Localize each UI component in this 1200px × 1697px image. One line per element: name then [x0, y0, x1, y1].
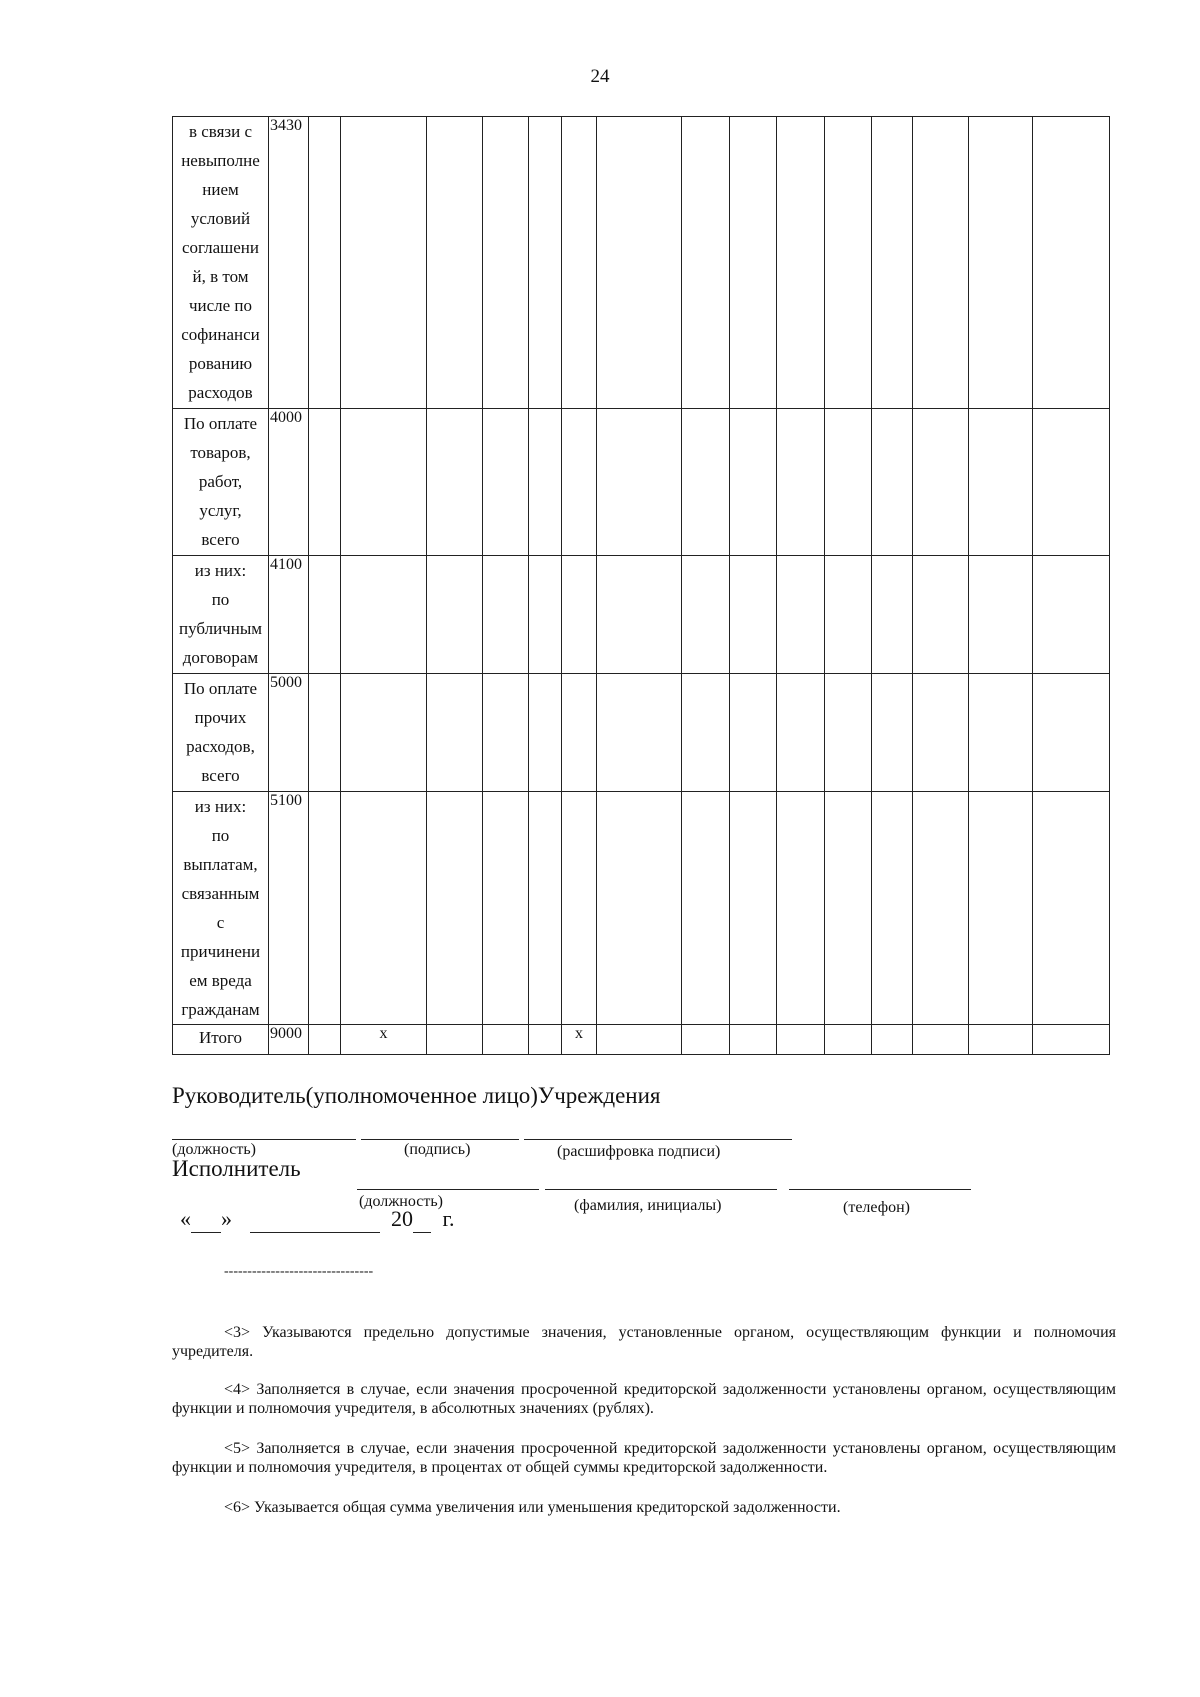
executor-name-line [545, 1189, 777, 1190]
table-row [173, 674, 1110, 792]
row-code: 4000 [269, 409, 309, 556]
row-label-line: из них: [194, 561, 247, 580]
position-line [172, 1139, 356, 1140]
row-code: 5100 [269, 792, 309, 1025]
table-cell [730, 792, 777, 1025]
table-cell [341, 556, 427, 674]
row-label-line: числе по [188, 296, 253, 315]
table-cell [913, 792, 969, 1025]
table-cell [529, 674, 562, 792]
footnote-4 [172, 1380, 1116, 1418]
executor-position-caption: (должность) [359, 1193, 443, 1210]
date-year-suffix: г. [442, 1206, 455, 1231]
table-row [173, 117, 1110, 409]
row-label-line: по [211, 590, 230, 609]
date-year-prefix: 20 [391, 1206, 413, 1231]
executor-phone-caption: (телефон) [843, 1199, 910, 1216]
footnote-4-text: <4> Заполняется в случае, если значения просроченной кредиторской задолженности установлены органом, осуществляющим функции и полномочия учредителя, в абсолютных значениях (рублях). [172, 1381, 1116, 1417]
table-cell [562, 674, 597, 792]
row-label-line: гражданам [181, 1000, 260, 1019]
table-row [173, 556, 1110, 674]
table-cell [682, 1025, 730, 1055]
table-cell [730, 409, 777, 556]
row-label [173, 556, 269, 674]
footnote-6 [172, 1498, 1116, 1517]
table-cell [341, 792, 427, 1025]
table-cell [1033, 674, 1110, 792]
table-cell [597, 556, 682, 674]
table-cell [913, 1025, 969, 1055]
table-cell [1033, 409, 1110, 556]
table-cell [825, 674, 872, 792]
table-cell [529, 556, 562, 674]
table-cell [825, 409, 872, 556]
row-label-line: условий [190, 209, 251, 228]
report-table [172, 116, 1110, 1055]
row-label-line: по [211, 826, 230, 845]
row-label-line: в связи с [188, 122, 253, 141]
table-cell [872, 1025, 913, 1055]
table-cell [825, 792, 872, 1025]
table-cell [309, 409, 341, 556]
table-cell [309, 792, 341, 1025]
row-label-line: соглашени [181, 238, 259, 257]
table-cell [777, 674, 825, 792]
row-label [173, 409, 269, 556]
row-label-line: нием [202, 180, 239, 199]
table-cell [562, 792, 597, 1025]
row-label-line: рованию [188, 354, 253, 373]
row-label-line: причинени [180, 942, 261, 961]
table-cell [427, 117, 483, 409]
table-cell [562, 556, 597, 674]
table-cell [427, 792, 483, 1025]
table-cell [969, 117, 1033, 409]
executor-label: Исполнитель [172, 1156, 301, 1181]
table-cell [825, 556, 872, 674]
table-cell [309, 556, 341, 674]
footnote-6-text: <6> Указывается общая сумма увеличения или уменьшения кредиторской задолженности. [224, 1499, 841, 1516]
table-cell [483, 409, 529, 556]
row-label-line: связанным [181, 884, 260, 903]
row-label-line: ем вреда [189, 971, 252, 990]
table-cell [682, 674, 730, 792]
table-cell [597, 409, 682, 556]
position-caption: (должность) [172, 1141, 256, 1158]
table-cell [682, 409, 730, 556]
row-label-line: й, в том [192, 267, 249, 286]
row-label-line: всего [201, 530, 240, 549]
row-label [173, 674, 269, 792]
table-cell [529, 117, 562, 409]
table-cell [777, 792, 825, 1025]
table-cell [1033, 792, 1110, 1025]
table-cell [341, 674, 427, 792]
table-cell [913, 117, 969, 409]
table-cell [730, 117, 777, 409]
table-cell [309, 117, 341, 409]
row-code: 5000 [269, 674, 309, 792]
table-cell [682, 556, 730, 674]
row-label-line: публичным [178, 619, 262, 638]
table-cell [1033, 556, 1110, 674]
footnote-separator: -------------------------------- [224, 1264, 374, 1279]
table-cell [777, 409, 825, 556]
signature-line [361, 1139, 519, 1140]
table-cell [969, 1025, 1033, 1055]
table-cell [872, 117, 913, 409]
table-cell [483, 117, 529, 409]
row-label-line: договорам [182, 648, 259, 667]
table-cell [529, 1025, 562, 1055]
total-label: Итого [173, 1025, 269, 1055]
table-cell [777, 117, 825, 409]
table-cell [597, 117, 682, 409]
table-cell [969, 556, 1033, 674]
table-cell [825, 1025, 872, 1055]
table-cell [777, 1025, 825, 1055]
report-table-wrap [172, 116, 1110, 1055]
table-cell [1033, 1025, 1110, 1055]
row-label-line: По оплате [183, 414, 258, 433]
table-cell [427, 1025, 483, 1055]
table-cell [529, 792, 562, 1025]
row-code: 3430 [269, 117, 309, 409]
transcript-caption: (расшифровка подписи) [557, 1143, 721, 1160]
table-cell [872, 674, 913, 792]
table-cell [483, 674, 529, 792]
table-cell [777, 556, 825, 674]
row-label-line: работ, [198, 472, 243, 491]
table-cell [483, 1025, 529, 1055]
total-code: 9000 [269, 1025, 309, 1055]
table-cell [529, 409, 562, 556]
table-cell [309, 674, 341, 792]
table-cell [872, 792, 913, 1025]
table-cell [483, 556, 529, 674]
table-cell [872, 556, 913, 674]
table-cell [969, 792, 1033, 1025]
row-code: 4100 [269, 556, 309, 674]
row-label [173, 792, 269, 1025]
date-year-blank [413, 1206, 431, 1233]
row-label-line: услуг, [199, 501, 242, 520]
row-label-line: с [216, 913, 225, 932]
table-cell [913, 556, 969, 674]
row-label-line: из них: [194, 797, 247, 816]
table-cell [341, 409, 427, 556]
table-cell [969, 409, 1033, 556]
date-open-quote: « [180, 1206, 191, 1231]
total-mark: х [341, 1025, 427, 1055]
date-day-blank [191, 1206, 221, 1233]
row-label-line: всего [201, 766, 240, 785]
table-cell [913, 409, 969, 556]
report-table-body [173, 117, 1110, 1055]
total-mark: х [562, 1025, 597, 1055]
table-cell [969, 674, 1033, 792]
row-label-line: прочих [194, 708, 247, 727]
row-label-line: По оплате [183, 679, 258, 698]
row-label-line: софинанси [181, 325, 260, 344]
table-cell [597, 792, 682, 1025]
table-cell [730, 1025, 777, 1055]
table-cell [730, 556, 777, 674]
row-label-line: расходов [188, 383, 253, 402]
table-cell [562, 409, 597, 556]
executor-position-line [357, 1189, 539, 1190]
executor-phone-line [789, 1189, 971, 1190]
table-cell [483, 792, 529, 1025]
table-cell [562, 117, 597, 409]
footnote-3 [172, 1323, 1116, 1361]
signature-caption: (подпись) [404, 1141, 471, 1158]
row-label-line: расходов, [186, 737, 255, 756]
transcript-line [524, 1139, 792, 1140]
table-row [173, 409, 1110, 556]
table-cell [597, 674, 682, 792]
executor-name-caption: (фамилия, инициалы) [574, 1197, 722, 1214]
table-cell [427, 409, 483, 556]
table-cell [913, 674, 969, 792]
table-cell [872, 409, 913, 556]
row-label [173, 117, 269, 409]
footnote-5-text: <5> Заполняется в случае, если значения просроченной кредиторской задолженности установлены органом, осуществляющим функции и полномочия учредителя, в процентах от общей суммы кредиторской задолженности. [172, 1440, 1116, 1476]
table-cell [825, 117, 872, 409]
table-cell [730, 674, 777, 792]
table-row [173, 792, 1110, 1025]
page-number: 24 [590, 66, 610, 87]
date-close-quote: » [221, 1206, 232, 1231]
footnote-3-text: <3> Указываются предельно допустимые значения, установленные органом, осуществляющим функции и полномочия учредителя. [172, 1324, 1116, 1360]
row-label-line: невыполне [181, 151, 260, 170]
date-row [180, 1206, 455, 1233]
table-cell [597, 1025, 682, 1055]
table-cell [427, 674, 483, 792]
table-cell [682, 792, 730, 1025]
table-cell [309, 1025, 341, 1055]
head-signature-title: Руководитель(уполномоченное лицо)Учреждения [172, 1083, 661, 1108]
date-month-blank [250, 1206, 380, 1233]
row-label-line: товаров, [190, 443, 251, 462]
table-cell [341, 117, 427, 409]
total-row [173, 1025, 1110, 1055]
table-cell [682, 117, 730, 409]
footnote-5 [172, 1439, 1116, 1477]
row-label-line: выплатам, [183, 855, 258, 874]
table-cell [427, 556, 483, 674]
table-cell [1033, 117, 1110, 409]
